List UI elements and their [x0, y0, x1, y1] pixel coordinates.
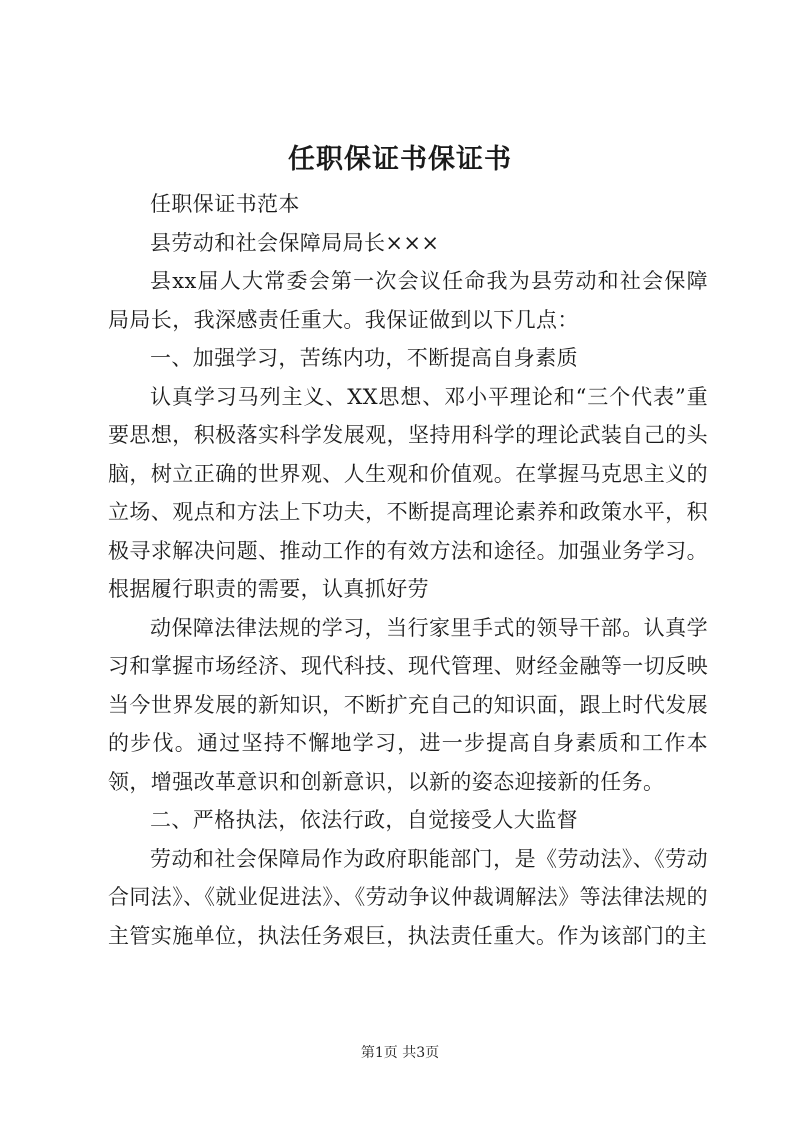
section-heading-2: 二、严格执法，依法行政，自觉接受人大监督 [150, 808, 578, 832]
document-body [108, 185, 708, 955]
section-heading-1: 一、加强学习，苦练内功，不断提高自身素质 [150, 346, 578, 370]
paragraph-law: 劳动和社会保障局作为政府职能部门，是《劳动法》、《劳动合同法》、《就业促进法》、《劳动争议仲裁调解法》等法律法规的主管实施单位，执法任务艰巨，执法责任重大。作为该部门的主 [108, 846, 708, 948]
paragraph-study: 认真学习马列主义、XX思想、邓小平理论和“三个代表”重要思想，积极落实科学发展观，坚持用科学的理论武装自己的头脑，树立正确的世界观、人生观和价值观。在掌握马克思主义的立场、观点和方法上下功夫，不断提高理论素养和政策水平，积极寻求解决问题、推动工作的有效方法和途径。加强业务学习。根据履行职责的需要，认真抓好劳 [108, 384, 708, 601]
paragraph-intro: 县xx届人大常委会第一次会议任命我为县劳动和社会保障局局长，我深感责任重大。我保证做到以下几点： [108, 269, 708, 332]
paragraph-study-continued: 动保障法律法规的学习，当行家里手式的领导干部。认真学习和掌握市场经济、现代科技、现代管理、财经金融等一切反映当今世界发展的新知识，不断扩充自己的知识面，跟上时代发展的步伐。通过坚持不懈地学习，进一步提高自身素质和工作本领，增强改革意识和创新意识，以新的姿态迎接新的任务。 [108, 615, 708, 794]
paragraph-subtitle: 任职保证书范本 [150, 192, 300, 216]
paragraph-author: 县劳动和社会保障局局长××× [150, 230, 440, 255]
page-number-footer: 第1页 共3页 [360, 1045, 440, 1061]
document-title: 任职保证书保证书 [288, 144, 512, 175]
